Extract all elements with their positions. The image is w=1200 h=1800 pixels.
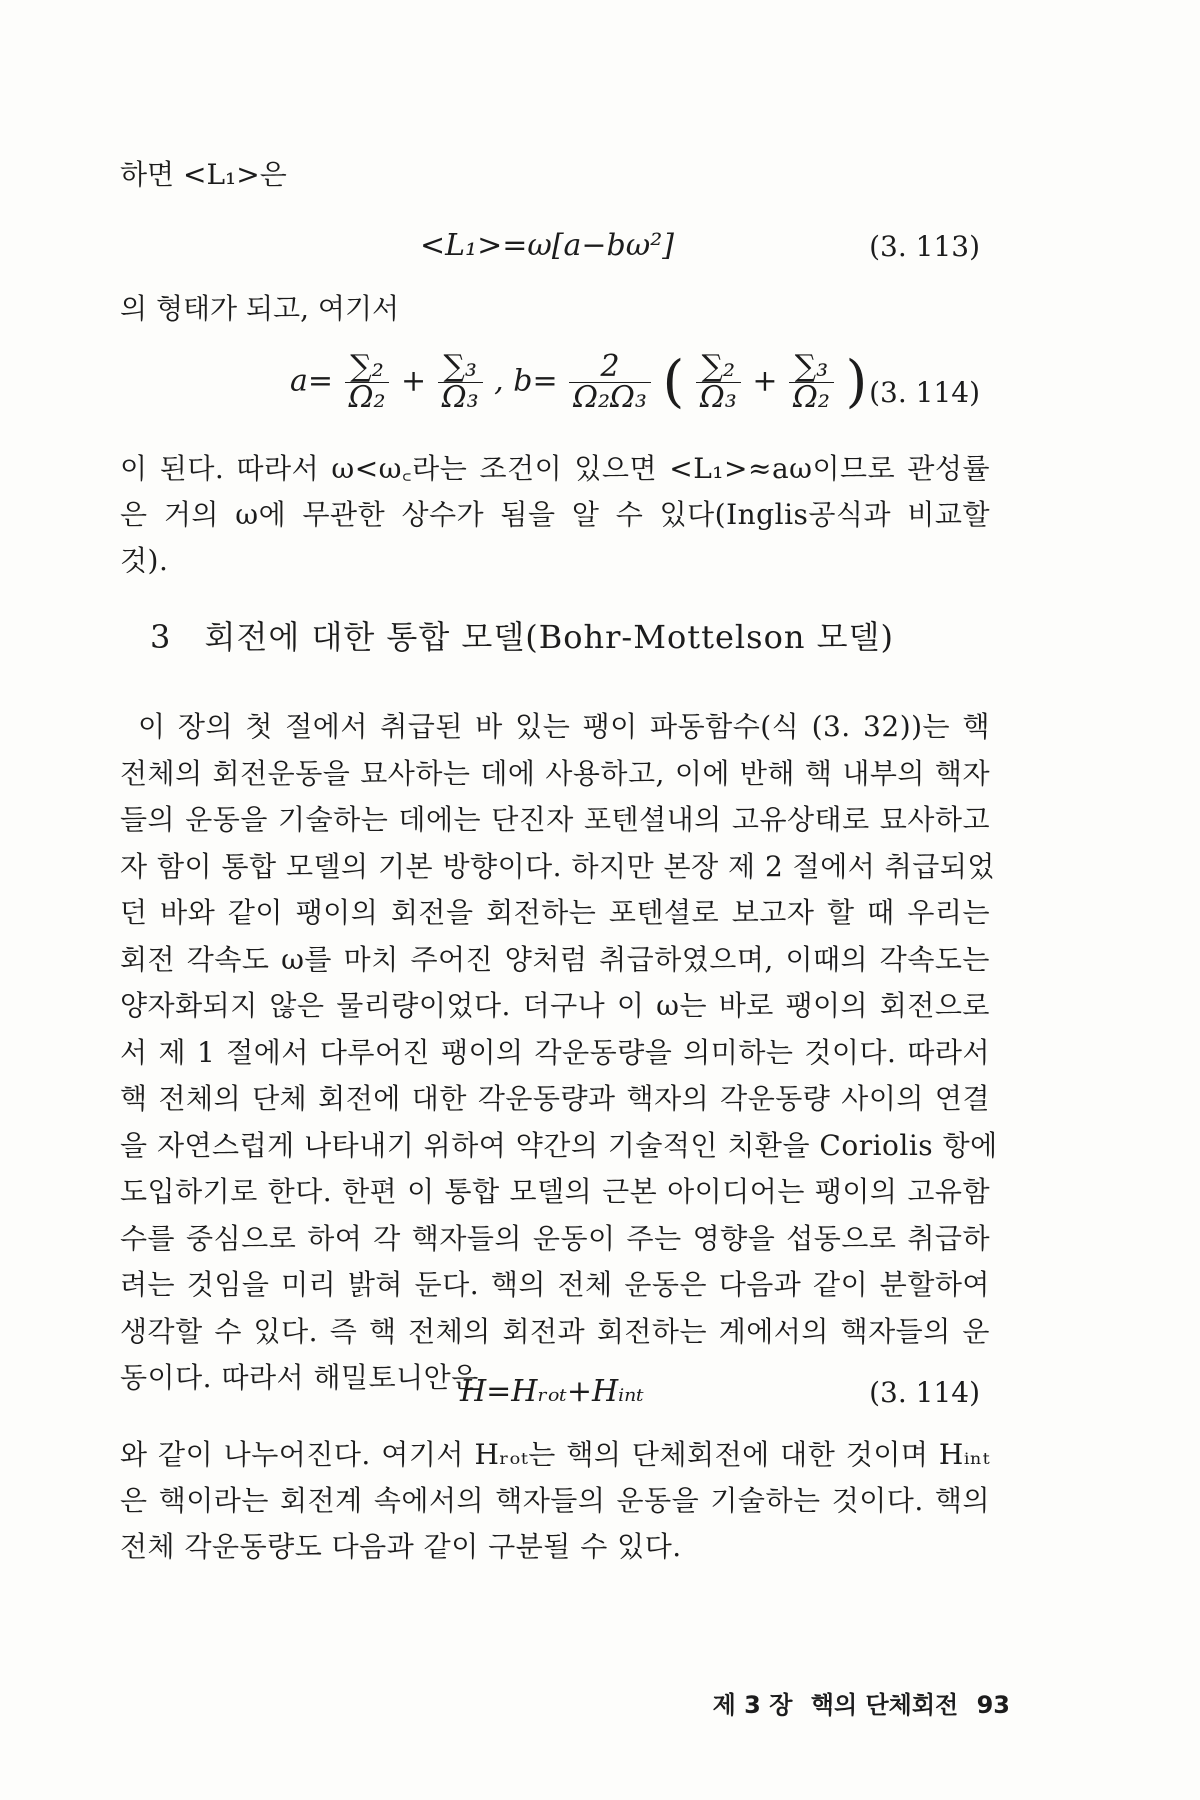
equation-3-114	[120, 349, 980, 432]
equation-number: (3. 114)	[869, 376, 980, 409]
chapter-label: 제 3 장	[712, 1691, 793, 1719]
section-title: 회전에 대한 통합 모델(Bohr-Mottelson 모델)	[204, 618, 894, 656]
text-line: 의 형태가 되고, 여기서	[120, 292, 400, 325]
page-number: 93	[976, 1691, 1010, 1719]
chapter-title: 핵의 단체회전	[810, 1691, 959, 1719]
section-heading	[150, 612, 894, 658]
paragraph-1: 이 된다. 따라서 ω<ω꜀라는 조건이 있으면 <L₁>≈aω이므로 관성률 은 거의 ω에 무관한 상수가 됨을 알 수 있다(Inglis공식과 비교할 것).	[120, 452, 990, 577]
equation-number: (3. 114)	[869, 1376, 980, 1409]
equation-number: (3. 113)	[869, 230, 980, 263]
equation-hamiltonian	[120, 1368, 980, 1424]
fraction: $\frac{\text{∑₃}}{\text{Ω₃}}$	[438, 352, 483, 413]
equation-3-113	[120, 222, 980, 278]
page-footer	[713, 1685, 1010, 1720]
intro-line: 하면 <L₁>은	[120, 158, 287, 191]
fraction: $\frac{\text{∑₂}}{\text{Ω₃}}$	[696, 352, 741, 413]
paragraph-2: 이 장의 첫 절에서 취급된 바 있는 팽이 파동함수(식 (3. 32))는 핵 전체의 회전운동을 묘사하는 데에 사용하고, 이에 반해 핵 내부의 핵자 들의 운동을 기술하는 데에는 단진자 포텐셜내의 고유상태로 묘사하고 자 함이 통합 모델의 기본 방향이다. 하지만 본장 제 2 절에서 취급되었 던 바와 같이 팽이의 회전을 회전하는 포텐셜로 보고자 할 때 우리는 회전 각속도 ω를 마치 주어진 양처럼 취급하였으며, 이때의 각속도는 양자화되지 않은 물리량이었다. 더구나 이 ω는 바로 팽이의 회전으로 서 제 1 절에서 다루어진 팽이의 각운동량을 의미하는 것이다. 따라서 핵 전체의 단체 회전에 대한 각운동량과 핵자의 각운동량 사이의 연결 을 자연스럽게 나타내기 위하여 약간의 기술적인 치환을 Coriolis 항에 도입하기로 한다. 한편 이 통합 모델의 근본 아이디어는 팽이의 고유함 수를 중심으로 하여 각 핵자들의 운동이 주는 영향을 섭동으로 취급하 려는 것임을 미리 밝혀 둔다. 핵의 전체 운동은 다음과 같이 분할하여 생각할 수 있다. 즉 핵 전체의 회전과 회전하는 계에서의 핵자들의 운 동이다. 따라서 해밀토니안은	[120, 710, 998, 1394]
equation-expression: a= $\frac{\text{∑₂}}{\text{Ω₂}}$ + $\frac{\text{∑₃}}{\text{Ω₃}}$ , b= $\frac{2}{\text{Ω₂Ω₃}}$ ( $\frac{\text{∑₂}}{\text{Ω₃}}$ + $\frac{\text{∑₃}}{\text{Ω₂}}$ )	[290, 349, 868, 415]
equation-expression: H=Hᵣₒₜ+Hᵢₙₜ	[460, 1374, 644, 1409]
paragraph-3: 와 같이 나누어진다. 여기서 Hᵣₒₜ는 핵의 단체회전에 대한 것이며 Hᵢₙₜ 은 핵이라는 회전계 속에서의 핵자들의 운동을 기술하는 것이다. 핵의 전체 각운동량도 다음과 같이 구분될 수 있다.	[120, 1438, 990, 1563]
fraction: $\frac{\text{∑₂}}{\text{Ω₂}}$	[345, 352, 390, 413]
fraction: $\frac{\text{∑₃}}{\text{Ω₂}}$	[789, 352, 834, 413]
equation-expression: <L₁>=ω[a−bω²]	[420, 228, 674, 263]
section-number: 3	[150, 618, 172, 656]
fraction: $\frac{2}{\text{Ω₂Ω₃}}$	[569, 352, 651, 413]
